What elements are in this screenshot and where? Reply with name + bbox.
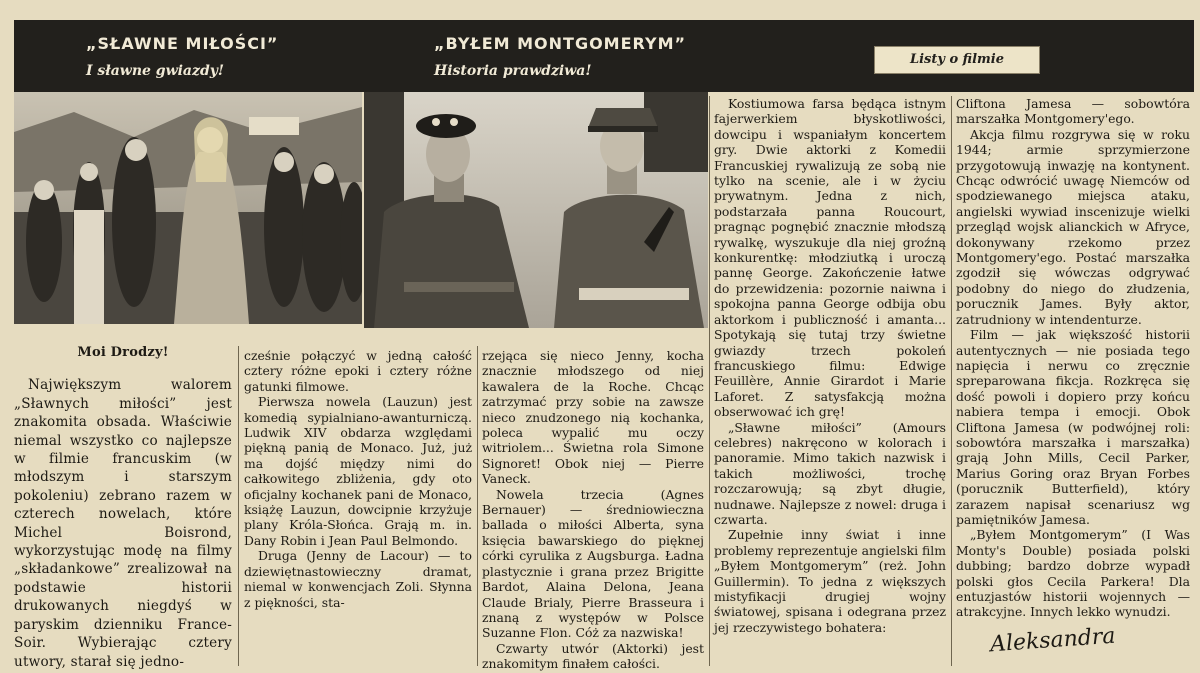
article-column-5 xyxy=(956,96,1190,620)
paragraph: rzejąca się nieco Jenny, kocha znacznie młodszego od niej kawalera de la Roche. Chcąc zatrzymać przy sobie na zawsze nieco znudzonego nią kochanka, poleca wypalić mu oczy witriolem... Świetna rola Simone Signoret! Obok niej — Pierre Vaneck. xyxy=(482,348,704,487)
paragraph: Druga (Jenny de Lacour) — to dziewiętnastowieczny dramat, niemal w konwencjach Zoli. Słynna z piękności, sta- xyxy=(244,548,472,610)
header-band xyxy=(14,20,1194,92)
paragraph: Zupełnie inny świat i inne problemy reprezentuje angielski film „Byłem Montgomerym” (reż. John Guillermin). To jedna z większych mistyfikacji drugiej wojny światowej, spisana i odegrana przez jej rzeczywistego bohatera: xyxy=(714,527,946,635)
column-rule xyxy=(951,96,952,666)
column-rule xyxy=(477,346,478,666)
paragraph: Pierwsza nowela (Lauzun) jest komedią sypialniano-awanturniczą. Ludwik XIV obdarza względami piękną panią de Monaco. Już, już ma dojść między nimi do całkowitego zbliżenia, gdy oto oficjalny kochanek pani de Monaco, książę Lauzun, dowcipnie krzyżuje plany Króla-Słońca. Grają m. in. Dany Robin i Jean Paul Belmondo. xyxy=(244,394,472,548)
greeting: Moi Drodzy! xyxy=(77,345,169,360)
paragraph: cześnie połączyć w jedną całość cztery różne epoki i cztery różne gatunki filmowe. xyxy=(244,348,472,394)
paragraph: Nowela trzecia (Agnes Bernauer) — średniowieczna ballada o miłości Alberta, syna księcia bawarskiego do pięknej córki cyrulika z Augsburga. Ładna plastycznie i grana przez Brigitte Bardot, Alaina Delona, Jeana Claude Brialy, Pierre Brasseura i znaną z występów w Polsce Suzanne Flon. Cóż za nazwiska! xyxy=(482,486,704,641)
column-rule xyxy=(238,346,239,666)
photo-medieval-scene xyxy=(14,92,362,324)
paragraph: Kostiumowa farsa będąca istnym fajerwerkiem błyskotliwości, dowcipu i wspaniałym koncertem gry. Dwie aktorki z Komedii Francuskiej rywalizują ze sobą nie tylko na scenie, ale i w życiu prywatnym. Jedna z nich, podstarzała panna Roucourt, pragnąc pognębić znacznie młodszą rywalkę, wyszukuje dla niej groźną konkurentkę: młodziutką i uroczą pannę George. Zakończenie łatwe do przewidzenia: pozornie naiwna i spokojna panna George odbija obu aktorkom i publiczność i amanta... Spotykają się tutaj trzy świetne gwiazdy trzech pokoleń francuskiego filmu: Edwige Feuillère, Annie Girardot i Marie Laforet. Z satysfakcją można obserwować ich grę! xyxy=(714,96,946,420)
article-column-3 xyxy=(482,348,704,672)
section-tag: Listy o filmie xyxy=(874,46,1040,74)
author-signature: Aleksandra xyxy=(989,623,1117,658)
paragraph: Cliftona Jamesa — sobowtóra marszałka Montgomery'ego. xyxy=(956,96,1190,127)
article-column-2 xyxy=(244,348,472,610)
subheadline-slawne-gwiazdy: I sławne gwiazdy! xyxy=(86,63,225,79)
header-left xyxy=(86,34,278,79)
headline-bylem-montgomerym: „BYŁEM MONTGOMERYM” xyxy=(434,34,686,53)
article-column-1 xyxy=(14,344,232,671)
subheadline-historia-prawdziwa: Historia prawdziwa! xyxy=(434,63,592,79)
photo-medieval-scene-image xyxy=(14,92,362,324)
paragraph: Największym walorem „Sławnych miłości” jest znakomita obsada. Właściwie niemal wszystko co najlepsze w filmie francuskim (w młodszym i starszym pokoleniu) zebrano razem w czterech nowelach, które Michel Boisrond, wykorzystując modę na filmy „składankowe” zrealizował na podstawie historii drukowanych niegdyś w paryskim dzienniku France-Soir. Wybierając cztery utwory, starał się jedno- xyxy=(14,377,232,670)
paragraph: Akcja filmu rozgrywa się w roku 1944; armie sprzymierzone przygotowują inwazję na kontynent. Chcąc odwrócić uwagę Niemców od spodziewanego miejsca ataku, angielski wywiad inscenizuje wielki przegląd wojsk alianckich w Afryce, dokonywany rzekomo przez Montgomery'ego. Postać marszałka zgodził się wówczas odgrywać podobny do niego do złudzenia, porucznik James. Były aktor, zatrudniony w intendenturze. xyxy=(956,126,1190,327)
photo-montgomery-officers xyxy=(364,92,708,328)
column-rule xyxy=(709,96,710,666)
paragraph: Film — jak większość historii autentycznych — nie posiada tego napięcia i nerwu co zręcznie spreparowana fikcja. Rozkręca się dość powoli i dopiero przy końcu nabiera tempa i emocji. Obok Cliftona Jamesa (w podwójnej roli: sobowtóra marszałka i marszałka) grają John Mills, Cecil Parker, Marius Goring oraz Bryan Forbes (porucznik Butterfield), który zarazem napisał scenariusz wg pamiętników Jamesa. xyxy=(956,327,1190,527)
article-column-4 xyxy=(714,96,946,635)
headline-slawne-milosci: „SŁAWNE MIŁOŚCI” xyxy=(86,34,279,53)
paragraph: „Byłem Montgomerym” (I Was Monty's Double) posiada polski dubbing; bardzo dobrze wypadł polski głos Cecila Parkera! Dla entuzjastów historii wojennych — atrakcyjne. Innych lekko wynudzi. xyxy=(956,527,1190,620)
paragraph: „Sławne miłości” (Amours celebres) nakręcono w kolorach i panoramie. Mimo takich nazwisk i takich możliwości, trochę rozczarowują; są zbyt długie, nudnawe. Najlepsze z nowel: druga i czwarta. xyxy=(714,419,946,527)
paragraph: Czwarty utwór (Aktorki) jest znakomitym finałem całości. xyxy=(482,640,704,672)
photo-montgomery-officers-image xyxy=(364,92,708,328)
header-mid xyxy=(434,34,686,79)
